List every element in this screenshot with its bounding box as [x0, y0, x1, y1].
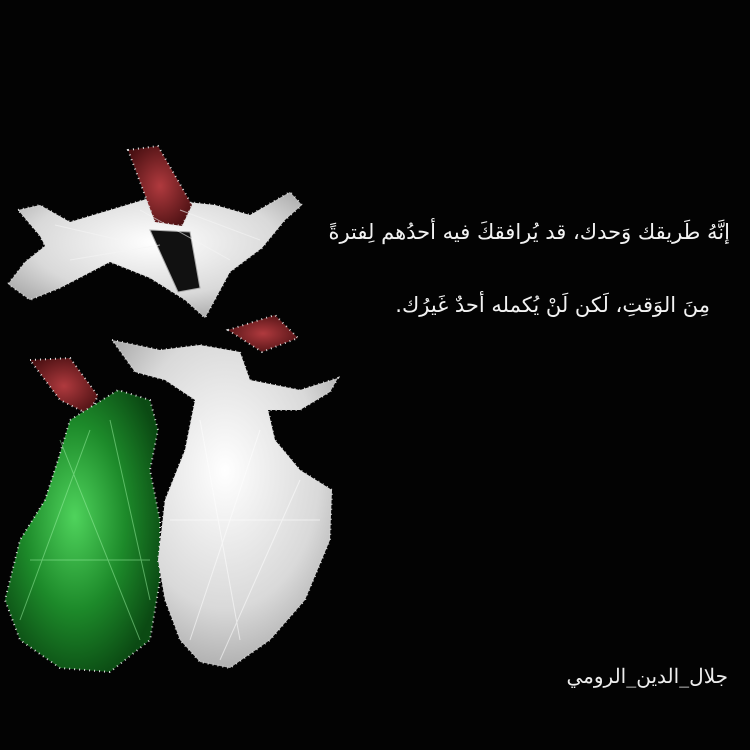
author-signature: جلال_الدين_الرومي [566, 664, 728, 688]
quote-line-1: إنَّهُ طَريقك وَحدك، قد يُرافقكَ فيه أحدُهم لِفترةً [328, 220, 730, 244]
top-dervish [8, 146, 302, 318]
green-dervish [5, 358, 160, 672]
quote-text [310, 222, 730, 316]
quote-line-2: مِنَ الوَقتِ، لَكن لَنْ يُكمله أحدٌ غَيرُك. [395, 293, 710, 317]
